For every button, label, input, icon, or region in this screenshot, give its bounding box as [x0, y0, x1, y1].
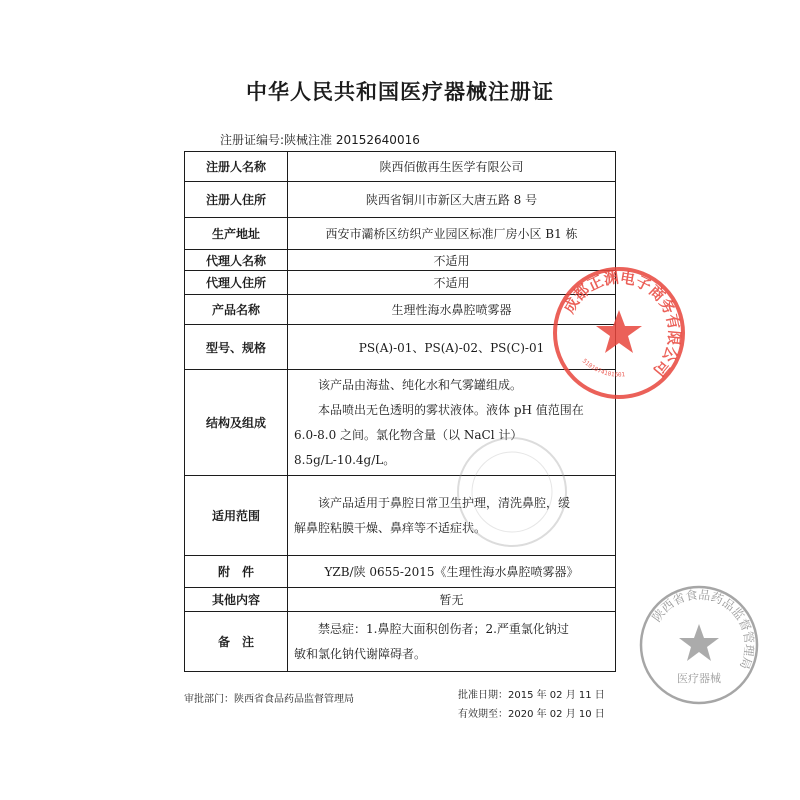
certificate-title: 中华人民共和国医疗器械注册证	[246, 80, 554, 104]
production-address-value: 西安市灞桥区纺织产业园区标准厂房小区 B1 栋	[288, 218, 616, 250]
row-label: 代理人住所	[185, 271, 288, 295]
authority-seal-stamp	[634, 580, 764, 710]
row-label: 附 件	[185, 556, 288, 588]
approval-date: 批准日期：2015 年 02 月 11 日	[458, 690, 605, 701]
row-label: 结构及组成	[185, 370, 288, 476]
table-row	[185, 152, 616, 182]
valid-until-date: 有效期至：2020 年 02 月 10 日	[458, 709, 605, 720]
registration-number-label: 注册证编号:	[220, 133, 285, 147]
agent-address-value: 不适用	[288, 271, 616, 295]
scope-of-application-value	[288, 476, 616, 556]
row-label: 注册人住所	[185, 182, 288, 218]
table-row	[185, 556, 616, 588]
row-label: 其他内容	[185, 588, 288, 612]
registrant-name-value: 陕西佰傲再生医学有限公司	[288, 152, 616, 182]
registration-number-line	[220, 131, 420, 148]
text-line: 6.0-8.0 之间。氯化物含量（以 NaCl 计）	[294, 427, 523, 442]
row-label: 产品名称	[185, 295, 288, 325]
row-label: 型号、规格	[185, 325, 288, 370]
row-label: 适用范围	[185, 476, 288, 556]
table-row	[185, 182, 616, 218]
table-row	[185, 325, 616, 370]
table-row	[185, 476, 616, 556]
row-label: 代理人名称	[185, 250, 288, 271]
model-spec-value: PS(A)-01、PS(A)-02、PS(C)-01	[288, 325, 616, 370]
authority-seal-text: 陕西省食品药品监督管理局	[649, 587, 757, 672]
star-icon	[679, 624, 719, 661]
certificate-table	[184, 151, 616, 672]
registrant-address-value: 陕西省铜川市新区大唐五路 8 号	[288, 182, 616, 218]
table-row	[185, 250, 616, 271]
registration-number-value: 陕械注准 20152640016	[284, 133, 420, 147]
table-row	[185, 370, 616, 476]
text-line: 8.5g/L-10.4g/L。	[294, 452, 396, 467]
authority-seal-sub: 医疗器械	[677, 672, 721, 685]
attachment-value: YZB/陕 0655-2015《生理性海水鼻腔喷雾器》	[288, 556, 616, 588]
company-seal-text: 成都正渊电子商务有限公司	[559, 268, 684, 380]
table-row	[185, 271, 616, 295]
table-row	[185, 588, 616, 612]
text-line: 解鼻腔粘膜干燥、鼻痒等不适症状。	[294, 520, 487, 535]
other-content-value: 暂无	[288, 588, 616, 612]
text-line: 该产品由海盐、纯化水和气雾罐组成。	[318, 377, 523, 392]
table-row	[185, 218, 616, 250]
text-line: 禁忌症：1.鼻腔大面积创伤者；2.严重氯化钠过	[318, 621, 569, 636]
structure-composition-value	[288, 370, 616, 476]
remarks-value	[288, 612, 616, 672]
product-name-value: 生理性海水鼻腔喷雾器	[288, 295, 616, 325]
agent-name-value: 不适用	[288, 250, 616, 271]
row-label: 备 注	[185, 612, 288, 672]
row-label: 注册人名称	[185, 152, 288, 182]
row-label: 生产地址	[185, 218, 288, 250]
text-line: 该产品适用于鼻腔日常卫生护理，清洗鼻腔，缓	[318, 495, 571, 510]
table-row	[185, 295, 616, 325]
table-row	[185, 612, 616, 672]
text-line: 敏和氯化钠代谢障碍者。	[294, 646, 427, 661]
company-seal-number: 5101074101601	[580, 357, 626, 379]
text-line: 本品喷出无色透明的雾状液体。液体 pH 值范围在	[318, 402, 584, 417]
svg-text:陕西省食品药品监督管理局	[649, 588, 757, 672]
approving-authority: 审批部门：陕西省食品药品监督管理局	[184, 694, 354, 705]
